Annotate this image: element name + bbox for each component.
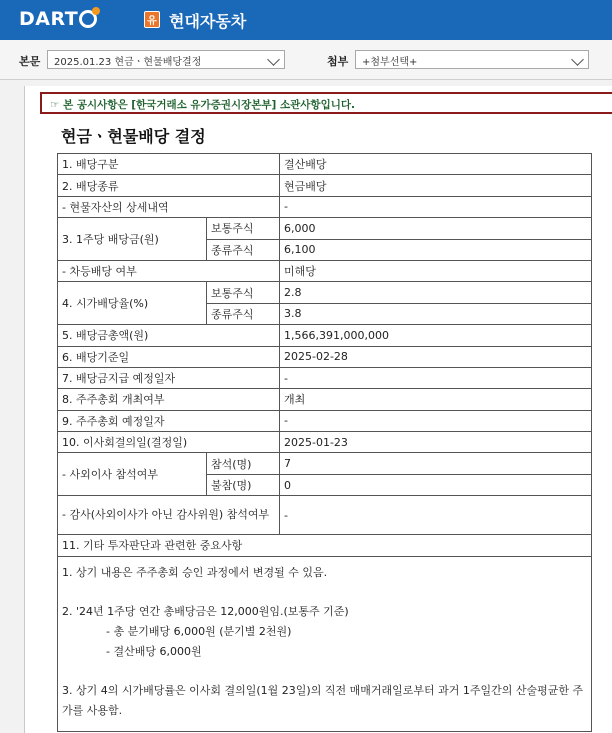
row-value: 현금배당 [280,175,592,196]
row-value: 7 [280,453,592,474]
table-row [58,196,592,217]
row-label: 9. 주주총회 예정일자 [58,410,280,431]
row-value: 미해당 [280,260,592,281]
row-label: 8. 주주총회 개최여부 [58,389,280,410]
row-label: 5. 배당금총액(원) [58,325,280,346]
table-row [58,260,592,281]
jurisdiction-notice: ☞ 본 공시사항은 [한국거래소 유가증권시장본부] 소관사항입니다. [40,92,612,114]
note-subitem: - 총 분기배당 6,000원 (분기별 2천원) [106,624,292,638]
table-row [58,496,592,535]
body-label: 본문 [19,55,41,68]
row-sublabel: 보통주식 [207,218,280,239]
dart-logo[interactable] [19,8,97,30]
row-value: 2025-02-28 [280,346,592,367]
dividend-table [57,153,592,732]
logo-circle-icon [79,10,97,28]
company-name: 현대자동차 [169,12,247,31]
row-label: 7. 배당금지급 예정일자 [58,367,280,388]
row-value: - [280,196,592,217]
table-row [58,325,592,346]
row-value: 결산배당 [280,154,592,175]
table-row [58,175,592,196]
table-row [58,282,592,303]
table-row [58,535,592,556]
row-label: 10. 이사회결의일(결정일) [58,432,280,453]
row-label: 1. 배당구분 [58,154,280,175]
row-sublabel: 종류주식 [207,303,280,324]
body-select-value: 2025.01.23 현금ㆍ현물배당결정 [54,57,202,68]
table-row [58,367,592,388]
row-value: 0 [280,474,592,495]
row-label: 4. 시가배당율(%) [58,282,207,325]
row-value: 2.8 [280,282,592,303]
market-badge: 유 [144,11,160,28]
row-label: - 감사(사외이사가 아닌 감사위원) 참석여부 [58,496,280,535]
chevron-down-icon [267,53,280,66]
document-selector-bar [0,40,612,80]
row-sublabel: 종류주식 [207,239,280,260]
table-row [58,410,592,431]
attach-select-value: +첨부선택+ [362,57,418,68]
note-item: 1. 상기 내용은 주주총회 승인 과정에서 변경될 수 있음. [62,565,328,579]
row-label: - 차등배당 여부 [58,260,280,281]
row-label: 11. 기타 투자판단과 관련한 중요사항 [58,535,592,556]
table-row [58,556,592,731]
table-row [58,389,592,410]
row-value: - [280,496,592,535]
table-row [58,432,592,453]
row-value: 6,000 [280,218,592,239]
row-value: 3.8 [280,303,592,324]
row-value: 6,100 [280,239,592,260]
note-item: 3. 상기 4의 시가배당률은 이사회 결의일(1월 23일)의 직전 매매거래일로부터 과거 1주일간의 산술평균한 주가를 사용함. [62,683,584,717]
note-subitem: - 결산배당 6,000원 [106,644,202,658]
row-sublabel: 불참(명) [207,474,280,495]
document-title: 현금ㆍ현물배당 결정 [61,127,206,146]
note-item: 2. '24년 1주당 연간 총배당금은 12,000원임.(보통주 기준) [62,604,349,618]
row-sublabel: 보통주식 [207,282,280,303]
attach-select[interactable] [355,50,589,69]
attach-label: 첨부 [327,55,349,68]
row-sublabel: 참석(명) [207,453,280,474]
row-label: 6. 배당기준일 [58,346,280,367]
table-row [58,453,592,474]
chevron-down-icon [571,53,584,66]
row-value: - [280,367,592,388]
table-row [58,154,592,175]
row-value: 1,566,391,000,000 [280,325,592,346]
row-label: 2. 배당종류 [58,175,280,196]
top-header [0,0,612,40]
row-label: - 사외이사 참석여부 [58,453,207,496]
notes-cell [58,556,592,731]
logo-text: DART [19,8,79,30]
row-label: - 현물자산의 상세내역 [58,196,280,217]
row-value: 개최 [280,389,592,410]
table-row [58,346,592,367]
row-label: 3. 1주당 배당금(원) [58,218,207,261]
table-row [58,218,592,239]
row-value: - [280,410,592,431]
body-select[interactable] [47,50,285,69]
row-value: 2025-01-23 [280,432,592,453]
